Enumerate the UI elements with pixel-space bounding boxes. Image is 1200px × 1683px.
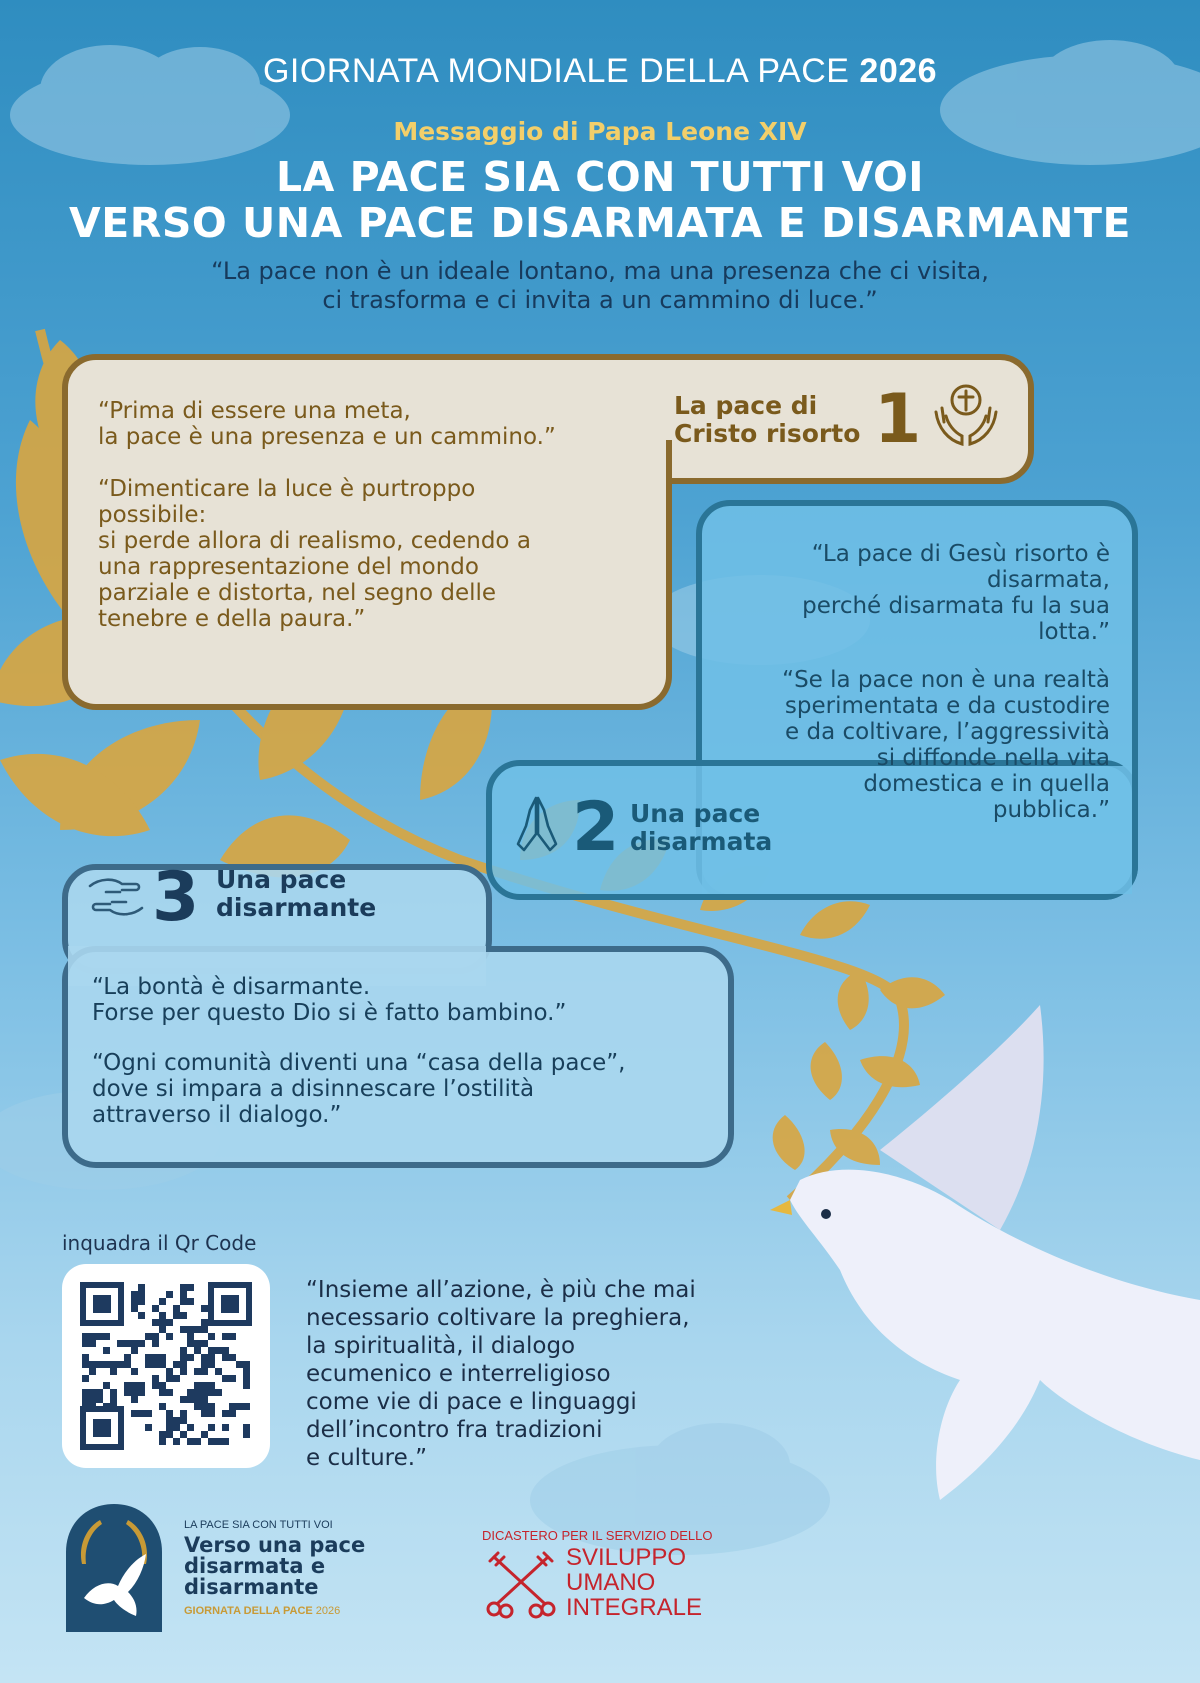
- qr-module: [152, 1319, 159, 1326]
- quote-line: Forse per questo Dio si è fatto bambino.”: [92, 1000, 567, 1026]
- qr-module: [82, 1340, 89, 1347]
- qr-module: [215, 1368, 222, 1375]
- qr-module: [138, 1312, 145, 1319]
- qr-module: [243, 1368, 250, 1375]
- qr-module: [131, 1389, 138, 1396]
- qr-module: [166, 1417, 173, 1424]
- qr-module: [166, 1431, 173, 1438]
- qr-module: [96, 1361, 103, 1368]
- qr-module: [229, 1354, 236, 1361]
- qr-module: [236, 1403, 243, 1410]
- qr-module: [208, 1354, 215, 1361]
- qr-module: [145, 1333, 152, 1340]
- qr-module: [110, 1389, 117, 1396]
- qr-module: [194, 1438, 201, 1445]
- qr-module: [215, 1347, 222, 1354]
- qr-module: [180, 1298, 187, 1305]
- qr-module: [243, 1403, 250, 1410]
- qr-module: [138, 1298, 145, 1305]
- qr-module: [187, 1298, 194, 1305]
- qr-module: [222, 1347, 229, 1354]
- qr-module: [173, 1417, 180, 1424]
- qr-module: [229, 1410, 236, 1417]
- quote-line: attraverso il dialogo.”: [92, 1102, 342, 1128]
- qr-module: [187, 1438, 194, 1445]
- quote-line: perché disarmata fu la sua: [802, 593, 1110, 619]
- event-year: 2026: [859, 52, 938, 90]
- qr-module: [201, 1382, 208, 1389]
- quote-line: pubblica.”: [992, 797, 1110, 823]
- qr-module: [201, 1403, 208, 1410]
- quote-line: “Ogni comunità diventi una “casa della pace”,: [92, 1050, 626, 1076]
- qr-module: [201, 1340, 208, 1347]
- qr-module: [208, 1410, 215, 1417]
- qr-module: [166, 1375, 173, 1382]
- qr-module: [131, 1305, 138, 1312]
- qr-module: [243, 1375, 250, 1382]
- quote-line: tenebre e della paura.”: [98, 606, 366, 632]
- qr-module: [187, 1284, 194, 1291]
- qr-module: [194, 1389, 201, 1396]
- qr-module: [82, 1396, 89, 1403]
- section-3-quote-2: [92, 1050, 722, 1128]
- qr-module: [103, 1382, 110, 1389]
- quote-line: “Dimenticare la luce è purtroppo: [98, 476, 476, 502]
- qr-module: [82, 1389, 89, 1396]
- intro-quote-line-2: ci trasforma e ci invita a un cammino di luce.”: [322, 286, 878, 314]
- quote-line: “La bontà è disarmante.: [92, 974, 371, 1000]
- quote-line: dove si impara a disinnescare l’ostilità: [92, 1076, 535, 1102]
- qr-module: [229, 1375, 236, 1382]
- section-1-quote-1: [98, 398, 658, 450]
- qr-module: [166, 1291, 173, 1298]
- qr-module: [201, 1368, 208, 1375]
- qr-module: [180, 1354, 187, 1361]
- qr-module: [131, 1340, 138, 1347]
- main-title-line-2: VERSO UNA PACE DISARMATA E DISARMANTE: [69, 199, 1131, 247]
- qr-module: [180, 1410, 187, 1417]
- logo-main-text: [184, 1535, 365, 1598]
- qr-module: [110, 1368, 117, 1375]
- quote-line: “La pace di Gesù risorto è: [811, 541, 1110, 567]
- qr-module: [215, 1389, 222, 1396]
- qr-module: [173, 1424, 180, 1431]
- section-1-label: [674, 392, 860, 448]
- qr-module: [208, 1361, 215, 1368]
- quote-line: ecumenico e interreligioso: [306, 1361, 611, 1387]
- qr-module: [131, 1291, 138, 1298]
- qr-module: [201, 1361, 208, 1368]
- qr-module: [138, 1284, 145, 1291]
- qr-module: [208, 1333, 215, 1340]
- qr-module: [208, 1403, 215, 1410]
- qr-module: [131, 1382, 138, 1389]
- qr-module: [152, 1305, 159, 1312]
- qr-module: [96, 1389, 103, 1396]
- qr-module: [131, 1368, 138, 1375]
- logo-line: disarmata e: [184, 1554, 326, 1578]
- qr-module: [159, 1382, 166, 1389]
- qr-module: [159, 1312, 166, 1319]
- qr-module: [194, 1382, 201, 1389]
- qr-module: [145, 1424, 152, 1431]
- qr-module: [152, 1361, 159, 1368]
- qr-module: [152, 1340, 159, 1347]
- qr-module: [229, 1333, 236, 1340]
- praying-hands-icon: [514, 794, 560, 858]
- qr-module: [215, 1438, 222, 1445]
- intro-quote-line-1: “La pace non è un ideale lontano, ma una presenza che ci visita,: [211, 257, 989, 285]
- main-title-line-1: LA PACE SIA CON TUTTI VOI: [275, 153, 925, 201]
- qr-module: [187, 1424, 194, 1431]
- quote-line: disarmata,: [986, 567, 1110, 593]
- qr-module: [159, 1389, 166, 1396]
- qr-module: [159, 1431, 166, 1438]
- dicastery-name: [566, 1545, 702, 1620]
- qr-module: [187, 1333, 194, 1340]
- qr-module: [243, 1424, 250, 1431]
- qr-module: [131, 1347, 138, 1354]
- section-2-quote-1: [700, 541, 1110, 645]
- qr-module: [180, 1347, 187, 1354]
- qr-module: [103, 1333, 110, 1340]
- qr-module: [243, 1431, 250, 1438]
- qr-module: [187, 1389, 194, 1396]
- quote-line: dell’incontro fra tradizioni: [306, 1417, 603, 1443]
- logo-line: disarmante: [184, 1575, 319, 1599]
- qr-module: [96, 1333, 103, 1340]
- qr-module: [166, 1424, 173, 1431]
- qr-module: [103, 1347, 110, 1354]
- message-subtitle: Messaggio di Papa Leone XIV: [393, 117, 807, 146]
- qr-module: [145, 1410, 152, 1417]
- logo-small-caption: LA PACE SIA CON TUTTI VOI: [184, 1519, 333, 1531]
- qr-module: [187, 1396, 194, 1403]
- quote-line: possibile:: [98, 502, 207, 528]
- qr-module: [131, 1410, 138, 1417]
- qr-module: [152, 1333, 159, 1340]
- qr-module: [222, 1375, 229, 1382]
- qr-module: [138, 1291, 145, 1298]
- qr-module: [201, 1326, 208, 1333]
- qr-module: [187, 1340, 194, 1347]
- section-label-line: Cristo risorto: [674, 419, 861, 448]
- qr-module: [243, 1382, 250, 1389]
- qr-module: [194, 1368, 201, 1375]
- quote-line: necessario coltivare la preghiera,: [306, 1305, 690, 1331]
- qr-module: [159, 1326, 166, 1333]
- qr-module: [82, 1354, 89, 1361]
- quote-line: “Insieme all’azione, è più che mai: [306, 1277, 696, 1303]
- qr-module: [173, 1438, 180, 1445]
- qr-module: [180, 1291, 187, 1298]
- event-title: [0, 52, 1200, 91]
- qr-module: [194, 1403, 201, 1410]
- dicastery-line: SVILUPPO: [566, 1544, 687, 1571]
- section-label-line: disarmata: [630, 827, 773, 856]
- qr-module: [187, 1354, 194, 1361]
- section-1-number: 1: [874, 380, 922, 459]
- qr-module: [180, 1326, 187, 1333]
- section-2-number: 2: [572, 788, 620, 867]
- qr-module: [201, 1305, 208, 1312]
- section-label-line: Una pace: [630, 799, 761, 828]
- section-label-line: disarmante: [216, 893, 377, 922]
- quote-line: si diffonde nella vita: [876, 745, 1110, 771]
- qr-module: [103, 1361, 110, 1368]
- quote-line: domestica e in quella: [863, 771, 1110, 797]
- qr-module: [110, 1361, 117, 1368]
- closing-quote: [306, 1276, 826, 1472]
- qr-module: [180, 1361, 187, 1368]
- dicastery-line: UMANO: [566, 1569, 656, 1596]
- qr-code-image[interactable]: [80, 1282, 252, 1450]
- quote-line: parziale e distorta, nel segno delle: [98, 580, 497, 606]
- section-2-label: [630, 800, 772, 856]
- qr-module: [208, 1382, 215, 1389]
- qr-module: [222, 1333, 229, 1340]
- qr-module: [124, 1361, 131, 1368]
- qr-module: [96, 1396, 103, 1403]
- qr-module: [145, 1361, 152, 1368]
- qr-module: [201, 1319, 208, 1326]
- qr-module: [89, 1389, 96, 1396]
- qr-code-card[interactable]: [62, 1264, 270, 1468]
- qr-module: [89, 1368, 96, 1375]
- qr-module: [159, 1298, 166, 1305]
- quote-line: come vie di pace e linguaggi: [306, 1389, 637, 1415]
- qr-module: [208, 1389, 215, 1396]
- peace-day-logo-badge: [64, 1502, 164, 1634]
- logo-footer-caption: [184, 1605, 340, 1617]
- qr-module: [131, 1396, 138, 1403]
- qr-module: [201, 1389, 208, 1396]
- qr-module: [124, 1382, 131, 1389]
- qr-module: [194, 1326, 201, 1333]
- qr-module: [166, 1368, 173, 1375]
- qr-module: [222, 1354, 229, 1361]
- qr-module: [194, 1340, 201, 1347]
- qr-module: [152, 1354, 159, 1361]
- hands-cross-icon: [928, 378, 1004, 454]
- qr-module: [131, 1298, 138, 1305]
- crossed-keys-icon: [484, 1549, 558, 1621]
- section-3-label: [216, 866, 376, 922]
- qr-module: [222, 1424, 229, 1431]
- qr-module: [89, 1396, 96, 1403]
- logo-foot-year: 2026: [315, 1605, 341, 1617]
- qr-module: [236, 1361, 243, 1368]
- qr-module: [180, 1396, 187, 1403]
- section-label-line: La pace di: [674, 391, 818, 420]
- qr-module: [159, 1319, 166, 1326]
- quote-line: “Prima di essere una meta,: [98, 398, 411, 424]
- qr-module: [124, 1340, 131, 1347]
- qr-module: [180, 1431, 187, 1438]
- qr-module: [110, 1396, 117, 1403]
- qr-module: [180, 1417, 187, 1424]
- qr-module: [152, 1382, 159, 1389]
- qr-module: [159, 1361, 166, 1368]
- qr-module: [173, 1361, 180, 1368]
- qr-module: [222, 1438, 229, 1445]
- qr-module: [194, 1347, 201, 1354]
- qr-module: [201, 1410, 208, 1417]
- quote-line: sperimentata e da custodire: [784, 693, 1110, 719]
- qr-module: [201, 1354, 208, 1361]
- event-name: GIORNATA MONDIALE DELLA PACE: [262, 52, 850, 90]
- qr-module: [138, 1382, 145, 1389]
- qr-module: [117, 1361, 124, 1368]
- qr-module: [166, 1319, 173, 1326]
- qr-module: [208, 1424, 215, 1431]
- qr-caption: inquadra il Qr Code: [62, 1231, 257, 1255]
- qr-module: [243, 1361, 250, 1368]
- quote-line: si perde allora di realismo, cedendo a: [98, 528, 531, 554]
- logo-foot-bold: GIORNATA DELLA PACE: [184, 1605, 313, 1617]
- quote-line: e culture.”: [306, 1445, 427, 1471]
- qr-module: [152, 1375, 159, 1382]
- quote-line: la spiritualità, il dialogo: [306, 1333, 576, 1359]
- qr-module: [138, 1389, 145, 1396]
- section-3-number: 3: [152, 858, 200, 937]
- qr-module: [166, 1333, 173, 1340]
- qr-module: [208, 1438, 215, 1445]
- logo-line: Verso una pace: [184, 1533, 366, 1557]
- qr-module: [173, 1312, 180, 1319]
- quote-line: e da coltivare, l’aggressività: [785, 719, 1110, 745]
- qr-module: [159, 1403, 166, 1410]
- qr-module: [82, 1375, 89, 1382]
- qr-module: [180, 1368, 187, 1375]
- qr-module: [159, 1438, 166, 1445]
- qr-module: [194, 1396, 201, 1403]
- qr-module: [166, 1410, 173, 1417]
- qr-module: [138, 1410, 145, 1417]
- quote-line: una rappresentazione del mondo: [98, 554, 479, 580]
- quote-line: “Se la pace non è una realtà: [782, 667, 1110, 693]
- qr-module: [124, 1354, 131, 1361]
- qr-module: [173, 1375, 180, 1382]
- qr-module: [173, 1305, 180, 1312]
- qr-module: [229, 1403, 236, 1410]
- qr-module: [138, 1340, 145, 1347]
- qr-module: [180, 1284, 187, 1291]
- qr-module: [89, 1333, 96, 1340]
- qr-module: [222, 1410, 229, 1417]
- section-3-quote-1: [92, 974, 722, 1026]
- qr-module: [187, 1326, 194, 1333]
- qr-module: [159, 1354, 166, 1361]
- qr-module: [124, 1389, 131, 1396]
- helping-hands-icon: [86, 870, 146, 924]
- dicastery-caption: DICASTERO PER IL SERVIZIO DELLO: [482, 1528, 713, 1543]
- qr-module: [201, 1431, 208, 1438]
- quote-line: lotta.”: [1038, 619, 1110, 645]
- qr-module: [166, 1389, 173, 1396]
- qr-module: [145, 1354, 152, 1361]
- qr-module: [82, 1361, 89, 1368]
- quote-line: la pace è una presenza e un cammino.”: [98, 424, 556, 450]
- qr-module: [201, 1396, 208, 1403]
- qr-module: [180, 1312, 187, 1319]
- qr-module: [82, 1333, 89, 1340]
- section-1-quote-2: [98, 476, 658, 632]
- dicastery-line: INTEGRALE: [566, 1594, 703, 1621]
- section-label-line: Una pace: [216, 865, 347, 894]
- qr-module: [208, 1347, 215, 1354]
- qr-module: [89, 1340, 96, 1347]
- qr-module: [117, 1340, 124, 1347]
- qr-module: [89, 1361, 96, 1368]
